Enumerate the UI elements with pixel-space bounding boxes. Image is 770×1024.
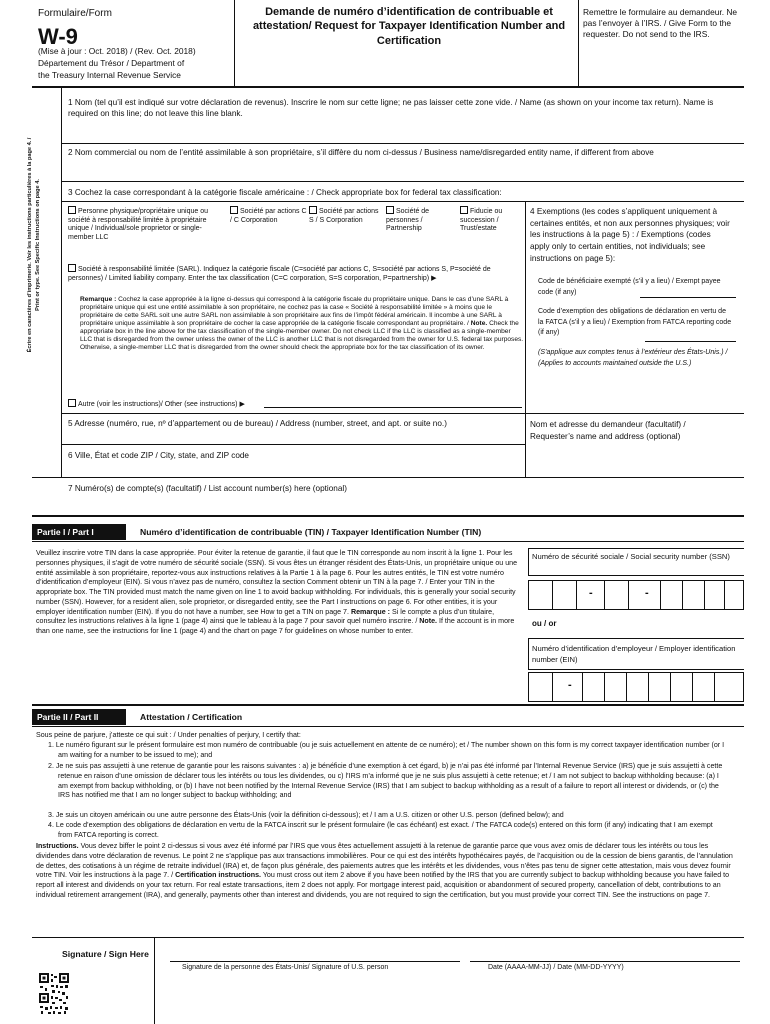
part1-title: Numéro d’identification de contribuable (TIN) / Taxpayer Identification Number (TIN) [140,527,482,537]
line2-business-name-label: 2 Nom commercial ou nom de l’entité assimilable à son propriétaire, s’il diffère du nom ci-dessus / Business name/disregarded entity name, if different from above [68,148,654,157]
or-label: ou / or [532,619,557,628]
ssn-dash-1: - [589,587,593,599]
form-revision: (Mise à jour : Oct. 2018) / (Rev. Oct. 2018) [38,46,196,56]
ein-input[interactable] [528,672,744,702]
ccorp-option-label: Société par actions C / C Corporation [230,208,307,224]
part1-remark-text: Si le compte a plus d’un titulaire, consultez les instructions relatives à la ligne 1 (page 4) ainsi que le tableau à la page 7 pour savoir quel numéro inscrire. / [36,607,495,626]
trust-option-label: Fiducie ou succession / Trust/estate [460,208,503,233]
signature-field[interactable] [170,944,460,962]
line3-label: 3 Cochez la case correspondant à la catégorie fiscale américaine : / Check appropriate box for federal tax classification: [68,188,502,197]
scorp-checkbox[interactable] [309,206,317,214]
line7-account-input[interactable] [62,496,744,512]
form-number: W-9 [38,24,78,49]
part1-note-label: Note. [419,617,438,626]
llc-remark [80,296,524,352]
note-text: Check the appropriate box in the line above for the tax classification of the single-member owner. Do not check LLC if the LLC is classified as a single-member LLC that is disregarded from the owner unless the owner of the LLC is another LLC that is not disregarded from the owner for U.S. federal tax purposes. Otherwise, a single-member LLC that is disregarded from the owner should check the appropriate box for the tax classification of its owner. [80,320,524,352]
part1-note-text: If the account is in more than one name, see the instructions for line 1 (page 4) and the chart on page 7 for guidelines on whose number to enter. [36,617,515,636]
instructions-label: Instructions. [36,842,79,850]
line6-city-input[interactable] [62,463,524,475]
llc-option-label: Société à responsabilité limitée (SARL). Indiquez la catégorie fiscale (C=société par actions C, S=société par actions S, P=société de personnes) / Limited liability company. Enter the tax classification (C=C corporation, S=S corporation, P=partnership) ▶ [68,266,491,282]
individual-option[interactable] [68,206,226,242]
signature-label: Signature de la personne des États-Unis/ Signature of U.S. person [182,964,389,971]
partnership-checkbox[interactable] [386,206,394,214]
side-print-instruction [27,115,42,375]
line5-address-input[interactable] [62,431,524,443]
line1-name-input[interactable] [62,124,744,142]
note-label: Note. [470,320,488,328]
scorp-option[interactable] [309,206,385,225]
date-label: Date (AAAA-MM-JJ) / Date (MM-DD-YYYY) [488,964,624,971]
individual-option-label: Personne physique/propriétaire unique ou société à responsabilité limitée à propriétaire unique / Individual/sole proprietor or single-member LLC [68,208,208,241]
llc-option[interactable] [68,264,523,283]
part2-title: Attestation / Certification [140,712,243,722]
part1-instructions [36,549,524,637]
cert-instructions [36,842,736,901]
scorp-option-label: Société par actions S / S Corporation [309,208,379,224]
side-note-line2: Print or type. See Specific Instructions on page 4. [34,179,41,311]
ein-label: Numéro d’identification d’employeur / Employer identification number (EIN) [532,644,736,664]
instructions-text: Vous devez biffer le point 2 ci-dessus si vous avez été informé par l’IRS que vous êtes actuellement assujetti à la retenue de garantie parce que vous avez omis de déclarer tous les intérêts ou tous les dividendes dans votre déclaration de revenus. Le point 2 ne s’applique pas aux transactions immobilières. Pour ce qui est des intérêts hypothécaires payés, de l’acquisition ou de la cession de biens garantis, de l’annulation de dettes, des cotisations à un régime de retraite individuel (IRA) et, de façon plus générale, des paiements autres que les intérêts et les dividendes, vous n’êtes pas tenu de signer cette attestation, mais vous devez fournir votre TIN. Voir les instructions à la page 7. / [36,842,733,880]
ssn-input[interactable] [528,580,744,610]
partnership-option-label: Société de personnes / Partnership [386,208,430,233]
exempt-payee-label: Code de bénéficiaire exempté (s’il y a lieu) / Exempt payee code (if any) [538,278,721,296]
cert-instructions-label: Certification instructions. [175,871,261,880]
line5-address-label: 5 Adresse (numéro, rue, nº d’appartement ou de bureau) / Address (number, street, and apt. or suite no.) [68,419,447,428]
ccorp-checkbox[interactable] [230,206,238,214]
side-note-line1: Écrire en caractères d’imprimerie. Voir les instructions particulières à la page 4. / [27,137,33,353]
ein-dash: - [568,679,572,691]
perjury-intro: Sous peine de parjure, j’atteste ce qui suit : / Under penalties of perjury, I certify that: [36,731,301,739]
cert-instructions-text: You must cross out item 2 above if you have been notified by the IRS that you are currently subject to backup withholding because you have failed to report all interest and dividends on your tax return. For real estate transactions, item 2 does not apply. For mortgage interest paid, acquisition or abandonment of secured property, cancellation of debt, contributions to an individual retirement arrangement (IRA), and generally, payments other than interest and dividends, you are not required to sign the certification, but you must provide your correct TIN. See the instructions on page 7. [36,871,730,899]
cert-item-4: 4. Le code d’exemption des obligations de déclaration en vertu de la FATCA inscrit sur le présent formulaire (le cas échéant) est exact. / The FATCA code(s) entered on this form (if any) indicating that I am exempt from FATCA reporting is correct. [48,821,713,839]
partnership-option[interactable] [386,206,460,234]
date-field[interactable] [470,944,740,962]
other-option-label: Autre (voir les instructions)/ Other (see instructions) ▶ [78,401,245,408]
department-fr: Département du Trésor / Department of [38,58,185,68]
sign-here-label: Signature / Sign Here [62,949,149,959]
cert-item-1: 1. Le numéro figurant sur le présent formulaire est mon numéro de contribuable (ou je suis actuellement en attente de ce numéro); et / The number shown on this form is my correct taxpayer identification number (or I am waiting for a number to be issued to me); and [48,741,725,759]
qr-code-icon [38,972,70,1016]
exemptions-title: 4 Exemptions (les codes s’appliquent uniquement à certaines entités, et non aux personnes physiques; voir les instructions à la page 5) : / Exemptions (codes apply only to certain entities, not individuals; see instructions on page 5): [530,207,730,263]
line6-city-label: 6 Ville, État et code ZIP / City, state, and ZIP code [68,451,249,460]
ccorp-option[interactable] [230,206,310,225]
department-en: the Treasury Internal Revenue Service [38,70,181,80]
part1-label: Partie I / Part I [32,524,126,540]
give-form-note: Remettre le formulaire au demandeur. Ne pas l’envoyer à l’IRS. / Give Form to the requester. Do not send to the IRS. [583,7,738,39]
remark-text: Cochez la case appropriée à la ligne ci-dessus qui correspond à la catégorie fiscale du propriétaire unique. Dans le cas d’une SARL à propriétaire unique qui est une entité assimilable à son propriétaire, ne cochez pas la case « Société à responsabilité limitée » à moins que le propriétaire de cette SARL soit une autre SARL non assimilable à son propriétaire aux fins de l’impôt fédéral américain. Il incombe à une SARL à propriétaire unique assimilable à son propriétaire de cocher la case appropriée de la catégorie fiscale correspondant au propriétaire. / [80,296,509,328]
trust-checkbox[interactable] [460,206,468,214]
part2-label: Partie II / Part II [32,709,126,725]
cert-item-3: 3. Je suis un citoyen américain ou une autre personne des États-Unis (voir la définition ci-dessous); et / I am a U.S. citizen or other U.S. person (defined below); and [48,811,564,819]
other-checkbox[interactable] [68,399,76,407]
trust-option[interactable] [460,206,526,234]
remark-label: Remarque : [80,296,117,303]
form-label: Formulaire/Form [38,8,112,19]
form-title: Demande de numéro d’identification de contribuable et attestation/ Request for Taxpayer Identification Number and Certification [252,6,566,47]
fatca-label: Code d’exemption des obligations de déclaration en vertu de la FATCA (s’il y a lieu) / Exemption from FATCA reporting code (if any) [538,308,732,336]
part1-remark-label: Remarque : [350,607,390,616]
ssn-label: Numéro de sécurité sociale / Social security number (SSN) [532,552,730,561]
part1-text: Veuillez inscrire votre TIN dans la case appropriée. Pour éviter la retenue de garantie, il faut que le TIN corresponde au nom inscrit à la ligne 1. Pour les personnes physiques, il s’agit de votre numéro de sécurité sociale (SSN). Si vous êtes un étranger résident des États-Unis, un propriétaire unique ou une entité assimilable à son propriétaire, reportez-vous aux instructions relatives à la Partie 1 à la page 6. Pour les autres entités, le TIN est votre numéro d’identification d’employeur (EIN). Si vous n’avez pas de numéro, consultez la section Comment obtenir un TIN à la page 7. / Enter your TIN in the appropriate box. The TIN provided must match the name given on line 1 to avoid backup withholding. For individuals, this is generally your social security number (SSN). However, for a resident alien, sole proprietor, or disregarded entity, see the Part I instructions on page 6. For other entities, it is your employer identification number (EIN). If you do not have a number, see How to get a TIN on page 7. [36,549,518,616]
line1-name-label: 1 Nom (tel qu’il est indiqué sur votre déclaration de revenus). Inscrire le nom sur cette ligne; ne pas laisser cette zone vide. / Name (as shown on your income tax return). Name is required on this line; do not leave this line blank. [68,98,714,119]
cert-item-2: 2. Je ne suis pas assujetti à une retenue de garantie pour les raisons suivantes : a) je bénéficie d’une exemption à cet égard, b) je n’ai pas été informé par l’Internal Revenue Service (IRS) que je suis assujetti à cette retenue en raison d’une omission de déclarer tous les intérêts ou tous les dividendes, ou c) l’IRS m’a informé que je ne suis plus assujetti à cette retenue; et / I am not subject to backup withholding because: (a) I am exempt from backup withholding, or (b) I have not been notified by the Internal Revenue Service (IRS) that I am subject to backup withholding as a result of a failure to report all interest or dividends, or (c) the IRS has notified me that I am no longer subject to backup withholding; and [48,762,723,800]
fatca-applies-note: (S’applique aux comptes tenus à l’extérieur des États-Unis.) / (Applies to accounts maintained outside the U.S.) [538,349,728,367]
line2-business-name-input[interactable] [62,160,744,180]
ssn-dash-2: - [645,587,649,599]
llc-checkbox[interactable] [68,264,76,272]
individual-checkbox[interactable] [68,206,76,214]
line7-account-label: 7 Numéro(s) de compte(s) (facultatif) / List account number(s) here (optional) [68,484,347,493]
requester-label: Nom et adresse du demandeur (facultatif) / Requester’s name and address (optional) [530,420,686,441]
